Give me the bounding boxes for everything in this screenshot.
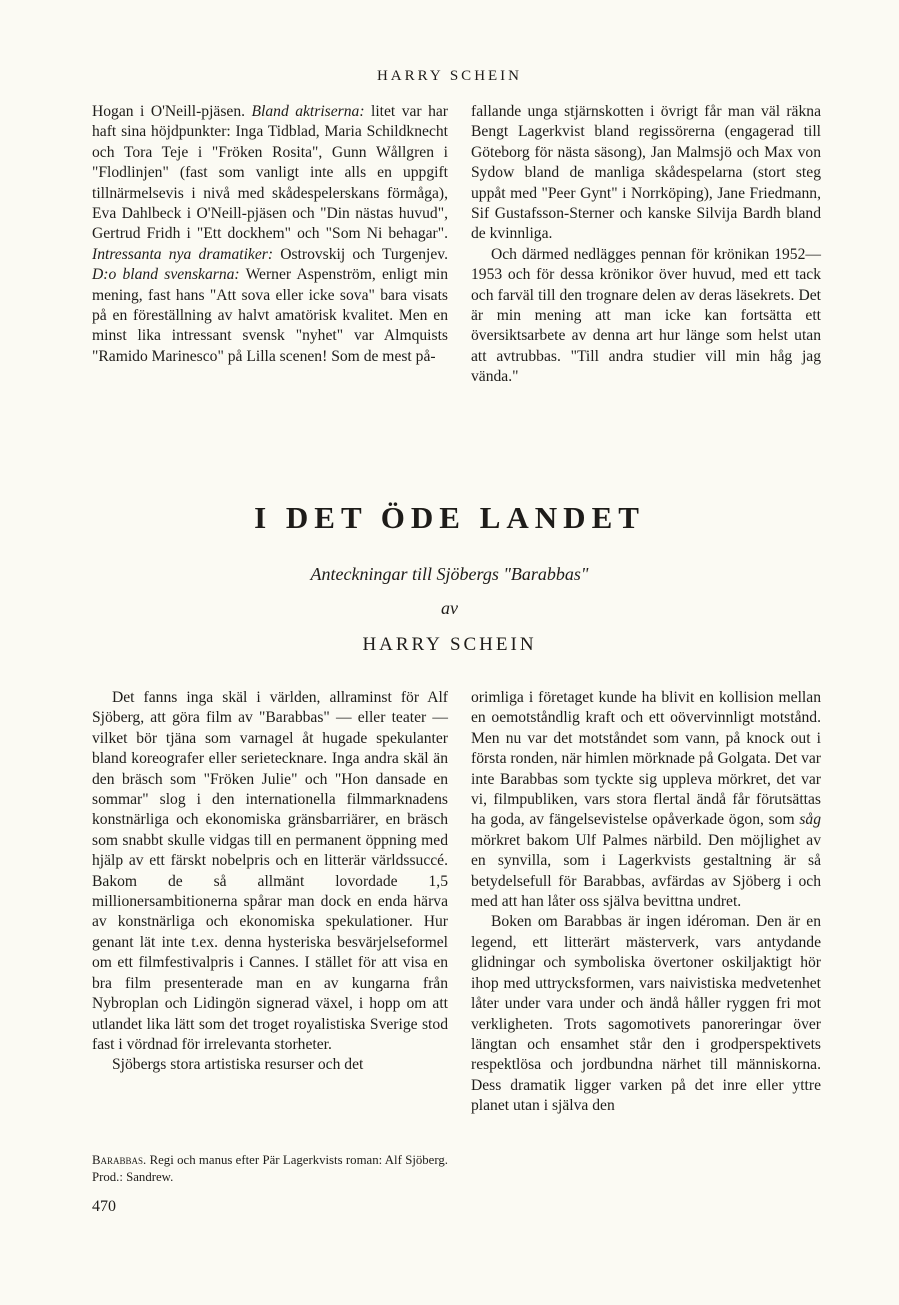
text-run: orimliga i företaget kunde ha blivit en kollision mellan en oemotståndlig kraft och ett oövervinnligt motstånd. Men nu var det motståndet som vann, på knock out i första ronden, när himlen mörknade på Golgata. Det var inte Barabbas som tyckte sig uppleva mörkret, det var vi, filmpubliken, vars stora flertal ändå får förutsättas ha goda, av fängelsevistelse opåverkade ögon, som bbox=[471, 689, 821, 829]
emphasis-run: såg bbox=[799, 811, 821, 829]
bottom-right-column bbox=[471, 688, 821, 1117]
emphasis-run: Intressanta nya dramatiker: bbox=[92, 245, 274, 263]
top-left-column bbox=[92, 102, 448, 367]
paragraph: fallande unga stjärnskotten i övrigt får man väl räkna Bengt Lagerkvist bland regissörerna (engagerad till Göteborg för nästa säsong), Jan Malmsjö och Max von Sydow bland de manliga skådespelarna (stort steg uppåt med "Peer Gynt" i Norrköping), Jane Friedmann, Sif Gustafsson-Sterner och kanske Silvija Bardh bland de kvinnliga. bbox=[471, 103, 821, 243]
running-head: HARRY SCHEIN bbox=[376, 68, 523, 84]
byline-author: HARRY SCHEIN bbox=[362, 634, 537, 655]
paragraph: Sjöbergs stora artistiska resurser och det bbox=[112, 1056, 364, 1074]
byline-av: av bbox=[441, 598, 458, 618]
page-number: 470 bbox=[92, 1198, 116, 1215]
text-run: mörkret bakom Ulf Palmes närbild. Den möjlighet av en synvilla, som i Lagerkvists gestaltning är så betydelsefull för Barabbas, avfärdas av Sjöberg i och med att han låter oss själva bevittna undret. bbox=[471, 831, 821, 911]
bottom-left-column bbox=[92, 688, 448, 1076]
article-subtitle: Anteckningar till Sjöbergs "Barabbas" bbox=[310, 564, 589, 584]
paragraph: Boken om Barabbas är ingen idéroman. Den är en legend, ett litterärt mästerverk, vars antydande glidningar och symboliska övertoner oskiljaktigt hör ihop med uttrycksformen, vars naivistiska medvetenhet låter under vara under och ändå håller ryggen fri mot verkligheten. Trots sagomotivets panoreringar över längtan och ensamhet står den i grodperspektivets respektlösa och jordbundna närhet till människorna. Dess dramatik ligger varken på det inre eller yttre planet utan i själva den bbox=[471, 913, 821, 1115]
paragraph bbox=[92, 102, 448, 367]
text-run: Ostrovskij och Turgenjev. bbox=[273, 245, 448, 263]
footnote-text: Regi och manus efter Pär Lagerkvists roman: Alf Sjöberg. Prod.: Sandrew. bbox=[92, 1153, 448, 1184]
footnote bbox=[92, 1152, 448, 1186]
text-run: Werner Aspenström, enligt min mening, fast hans "Att sova eller icke sova" bara visats på en föreställning av halvt amatörisk kvalitet. Men en minst lika intressant svensk "nyhet" var Almquists "Ramido Marinesco" på Lilla scenen! Som de mest på- bbox=[92, 266, 449, 365]
article-title: I DET ÖDE LANDET bbox=[254, 500, 645, 535]
top-right-column bbox=[471, 102, 821, 388]
emphasis-run: D:o bland svenskarna: bbox=[92, 266, 240, 284]
paragraph: Och därmed nedlägges pennan för krönikan 1952—1953 och för dessa krönikor över huvud, med ett tack och farväl till den trognare delen av deras läsekrets. Det är min mening att man icke kan fortsätta ett översiktsarbete av denna art hur länge som helst utan att avtrubbas. "Till andra studier vill min håg jag vända." bbox=[471, 245, 821, 386]
text-run: litet var har haft sina höjdpunkter: Inga Tidblad, Maria Schildknecht och Tora Teje i "Fröken Rosita", Gunn Wållgren i "Flodlinjen" (fast som vanligt inte alls en uppgift tillnärmelsevis i nivå med skådespelerskans förmåga), Eva Dahlbeck i O'Neill-pjäsen och "Din nästas huvud", Gertrud Fridh i "Ett dockhem" och "Som Ni behagar". bbox=[92, 103, 448, 243]
footnote-label: Barabbas. bbox=[92, 1153, 147, 1167]
emphasis-run: Bland aktriserna: bbox=[251, 103, 365, 120]
paragraph: Det fanns inga skäl i världen, allraminst för Alf Sjöberg, att göra film av "Barabbas" — eller teater — vilket bör tjäna som varnagel åt hugade spekulanter bland koreografer eller serietecknare. Inga andra skäl än den bräsch som "Fröken Julie" och "Hon dansade en sommar" slog i den internationella filmmarknadens konstnärliga och ekonomiska gränsbarriärer, en bräsch som snabbt skulle vidgas till en permanent öppning med hjälp av ett färskt nobelpris och en litterär världssuccé. Bakom de så allmänt lovordade 1,5 millionersambitionerna spårar man dock en enda härva av konstnärliga och ekonomiska spekulationer. Hur genant lät inte t.ex. denna hysteriska besvärjelseformel om ett filmfestivalpris i Cannes. I stället för att visa en bra film presenterade man en av kungarna från Nybroplan och Lidingön signerad växel, i hopp om att utlandet lika lätt som det troget royalistiska Sverige stod fast i vördnad för irrelevanta storheter. bbox=[92, 689, 448, 1053]
paragraph bbox=[471, 688, 821, 912]
text-run: Hogan i O'Neill-pjäsen. bbox=[92, 103, 252, 120]
